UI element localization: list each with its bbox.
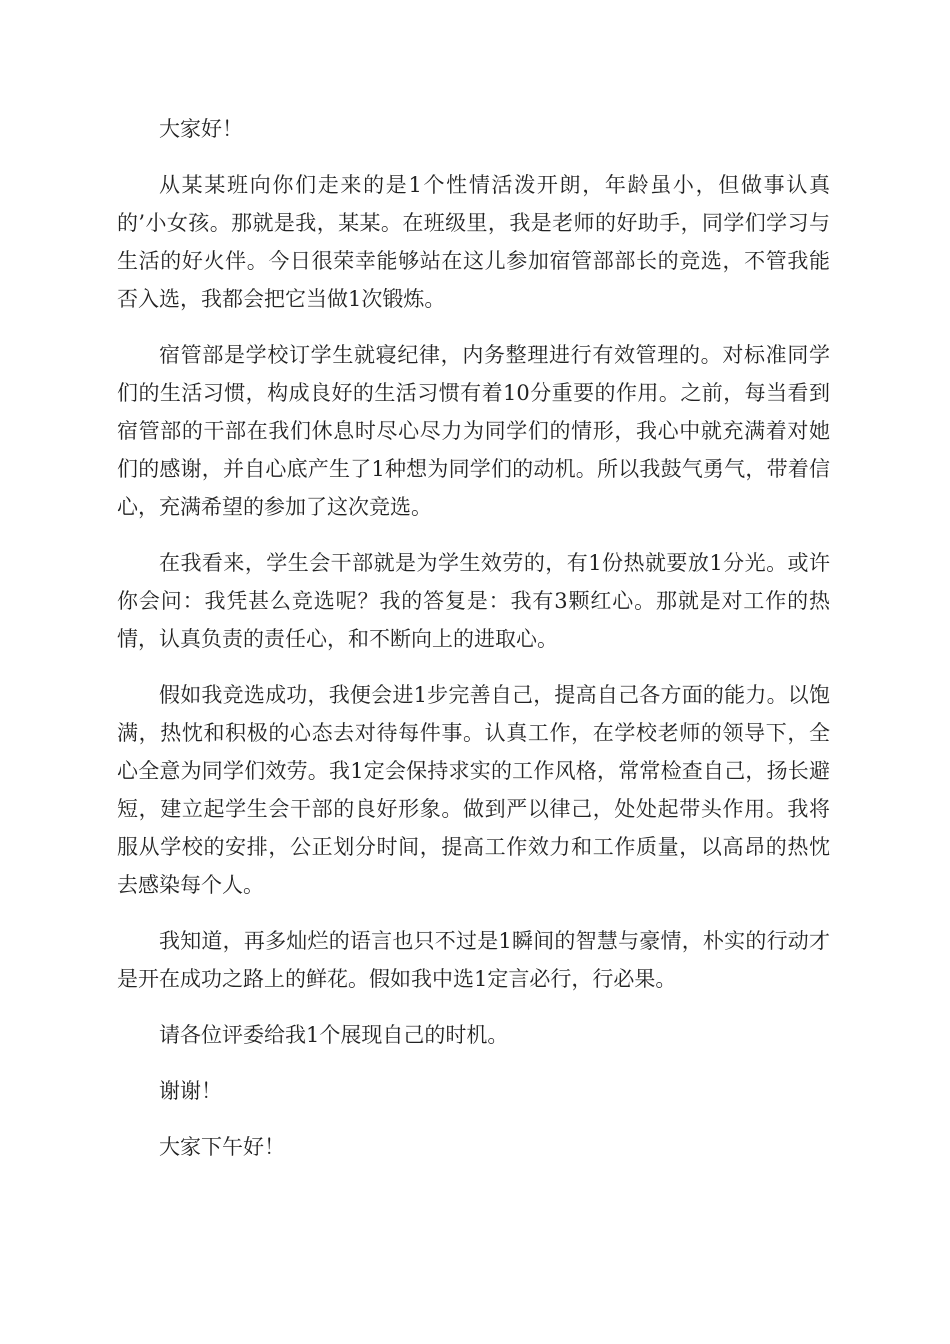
plan-paragraph: 假如我竞选成功，我便会进1步完善自己，提高自己各方面的能力。以饱满，热忱和积极的心态去对待每件事。认真工作，在学校老师的领导下，全心全意为同学们效劳。我1定会保持求实的工作风格，常常检查自己，扬长避短，建立起学生会干部的良好形象。做到严以律己，处处起带头作用。我将服从学校的安排，公正划分时间，提高工作效力和工作质量，以高昂的热忱去感染每个人。 [117, 683, 830, 897]
intro-paragraph: 从某某班向你们走来的是1个性情活泼开朗，年龄虽小，但做事认真的’小女孩。那就是我，某某。在班级里，我是老师的好助手，同学们学习与生活的好火伴。今日很荣幸能够站在这儿参加宿管部部长的竞选，不管我能否入选，我都会把它当做1次锻炼。 [117, 173, 830, 311]
afternoon-greeting-paragraph: 大家下午好！ [159, 1135, 285, 1159]
three-hearts-paragraph: 在我看来，学生会干部就是为学生效劳的，有1份热就要放1分光。或许你会问：我凭甚么竞选呢？我的答复是：我有3颗红心。那就是对工作的热情，认真负责的责任心，和不断向上的进取心。 [117, 551, 830, 651]
thanks-paragraph: 谢谢！ [159, 1079, 222, 1103]
greeting-paragraph: 大家好！ [159, 117, 243, 141]
dorm-department-paragraph: 宿管部是学校订学生就寝纪律，内务整理进行有效管理的。对标准同学们的生活习惯，构成良好的生活习惯有着10分重要的作用。之前，每当看到宿管部的干部在我们休息时尽心尽力为同学们的情形，我心中就充满着对她们的感谢，并自心底产生了1种想为同学们的动机。所以我鼓气勇气，带着信心，充满希望的参加了这次竞选。 [117, 343, 830, 519]
closing-statement-paragraph: 我知道，再多灿烂的语言也只不过是1瞬间的智慧与豪情，朴实的行动才是开在成功之路上的鲜花。假如我中选1定言必行，行必果。 [117, 929, 830, 991]
request-paragraph: 请各位评委给我1个展现自己的时机。 [159, 1023, 509, 1047]
